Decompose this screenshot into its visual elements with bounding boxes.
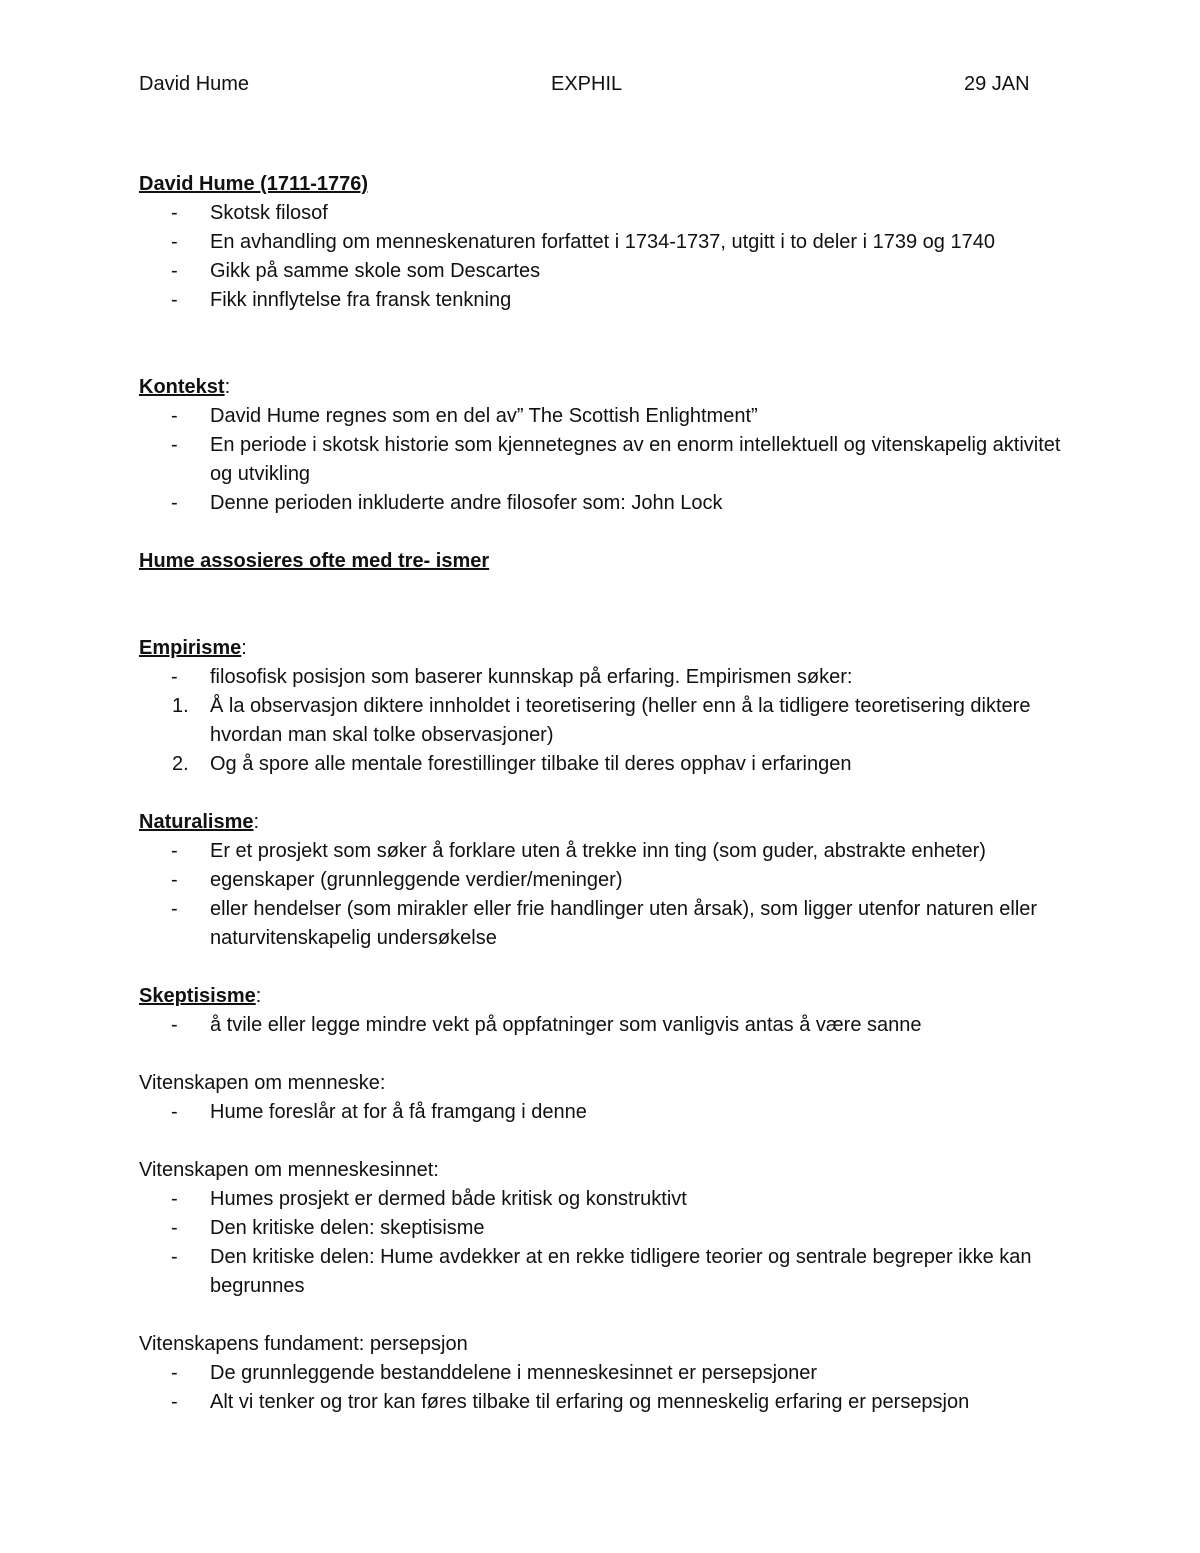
list-item: [139, 837, 1079, 866]
fundament-list: [139, 1359, 1079, 1417]
list-item-text: Fikk innflytelse fra fransk tenkning: [210, 289, 512, 311]
bullet-marker: -: [171, 1217, 178, 1239]
section-heading-naturalisme: [139, 808, 1079, 837]
bullet-marker: -: [171, 666, 178, 688]
heading-colon: :: [241, 637, 247, 659]
heading-text: Kontekst: [139, 376, 225, 398]
bullet-marker: -: [171, 840, 178, 862]
bullet-marker: -: [171, 434, 178, 456]
list-item: [139, 1388, 1079, 1417]
heading-text: Empirisme: [139, 637, 242, 659]
bullet-marker: -: [171, 1362, 178, 1384]
list-item-text: Å la observasjon diktere innholdet i teoretisering (heller enn å la tidligere teoretisering diktere hvordan man skal tolke observasjoner): [210, 695, 1031, 746]
bullet-marker: -: [171, 492, 178, 514]
number-marker: 2.: [172, 753, 189, 775]
list-item-text: egenskaper (grunnleggende verdier/meninger): [210, 869, 623, 891]
list-item-text: En avhandling om menneskenaturen forfattet i 1734-1737, utgitt i to deler i 1739 og 1740: [210, 231, 995, 253]
list-item-text: Denne perioden inkluderte andre filosofer som: John Lock: [210, 492, 723, 514]
list-item: [139, 866, 1079, 895]
bullet-marker: -: [171, 1188, 178, 1210]
list-item-text: Gikk på samme skole som Descartes: [210, 260, 541, 282]
list-item-text: Og å spore alle mentale forestillinger tilbake til deres opphav i erfaringen: [210, 753, 852, 775]
naturalisme-list: [139, 837, 1079, 953]
empirisme-numbered-list: [139, 692, 1079, 779]
heading-colon: :: [224, 376, 231, 398]
heading-text: Skeptisisme: [139, 985, 256, 1007]
section-heading-ismer: Hume assosieres ofte med tre- ismer: [139, 550, 490, 572]
section-heading-skeptisisme: [139, 982, 1079, 1011]
list-item: [139, 663, 1079, 692]
bullet-marker: -: [171, 1014, 178, 1036]
list-item: [139, 1243, 1079, 1301]
header-author: David Hume: [139, 73, 250, 95]
list-item: [139, 431, 1079, 489]
bullet-marker: -: [171, 1246, 178, 1268]
bullet-marker: -: [171, 1391, 178, 1413]
list-item: [139, 1098, 1079, 1127]
section-heading-fundament: Vitenskapens fundament: persepsjon: [139, 1333, 468, 1355]
list-item-text: De grunnleggende bestanddelene i menneskesinnet er persepsjoner: [210, 1362, 818, 1384]
list-item: [139, 199, 1079, 228]
menneske-list: [139, 1098, 1079, 1127]
list-item: [139, 402, 1079, 431]
list-item-text: Alt vi tenker og tror kan føres tilbake til erfaring og menneskelig erfaring er persepsjon: [210, 1391, 970, 1413]
list-item-text: En periode i skotsk historie som kjennetegnes av en enorm intellektuell og vitenskapelig aktivitet og utvikling: [210, 434, 1061, 485]
list-item-text: Humes prosjekt er dermed både kritisk og konstruktivt: [210, 1188, 687, 1210]
list-item-text: Er et prosjekt som søker å forklare uten å trekke inn ting (som guder, abstrakte enheter): [210, 840, 986, 862]
section-heading-bio: David Hume (1711-1776): [139, 173, 369, 195]
header-date: 29 JAN: [964, 73, 1030, 95]
list-item: [139, 286, 1079, 315]
list-item-text: Skotsk filosof: [210, 202, 328, 224]
bullet-marker: -: [171, 405, 178, 427]
list-item-text: David Hume regnes som en del av” The Scottish Enlightment”: [210, 405, 758, 427]
skeptisisme-list: [139, 1011, 1079, 1040]
bullet-marker: -: [171, 202, 178, 224]
bullet-marker: -: [171, 231, 178, 253]
list-item-text: eller hendelser (som mirakler eller frie handlinger uten årsak), som ligger utenfor naturen eller naturvitenskapelig undersøkelse: [210, 898, 1038, 949]
bullet-marker: -: [171, 1101, 178, 1123]
heading-colon: :: [255, 985, 262, 1007]
bullet-marker: -: [171, 898, 178, 920]
section-heading-empirisme: [139, 634, 1079, 663]
kontekst-list: [139, 402, 1079, 518]
list-item: [139, 489, 1079, 518]
heading-text: Naturalisme: [139, 811, 254, 833]
section-heading-kontekst: [139, 373, 1079, 402]
list-item-text: å tvile eller legge mindre vekt på oppfatninger som vanligvis antas å være sanne: [210, 1014, 922, 1036]
list-item-text: Hume foreslår at for å få framgang i denne: [210, 1101, 587, 1123]
list-item-text: Den kritiske delen: skeptisisme: [210, 1217, 485, 1239]
list-item: [139, 1214, 1079, 1243]
number-marker: 1.: [172, 695, 189, 717]
list-item: [139, 1011, 1079, 1040]
list-item: [139, 257, 1079, 286]
list-item-text: Den kritiske delen: Hume avdekker at en rekke tidligere teorier og sentrale begreper ikke kan begrunnes: [210, 1246, 1032, 1297]
numbered-item: [139, 692, 1079, 750]
bio-list: [139, 199, 1079, 315]
bullet-marker: -: [171, 289, 178, 311]
list-item: [139, 895, 1079, 953]
section-heading-menneskesinnet: Vitenskapen om menneskesinnet:: [139, 1159, 439, 1181]
list-item-text: filosofisk posisjon som baserer kunnskap på erfaring. Empirismen søker:: [210, 666, 853, 688]
empirisme-list: [139, 663, 1079, 692]
bullet-marker: -: [171, 260, 178, 282]
header-course: EXPHIL: [551, 73, 623, 95]
bullet-marker: -: [171, 869, 178, 891]
heading-colon: :: [253, 811, 260, 833]
document-body: [139, 170, 1079, 1417]
menneskesinnet-list: [139, 1185, 1079, 1301]
list-item: [139, 1359, 1079, 1388]
list-item: [139, 228, 1079, 257]
list-item: [139, 1185, 1079, 1214]
section-heading-menneske: Vitenskapen om menneske:: [139, 1072, 386, 1094]
numbered-item: [139, 750, 1079, 779]
